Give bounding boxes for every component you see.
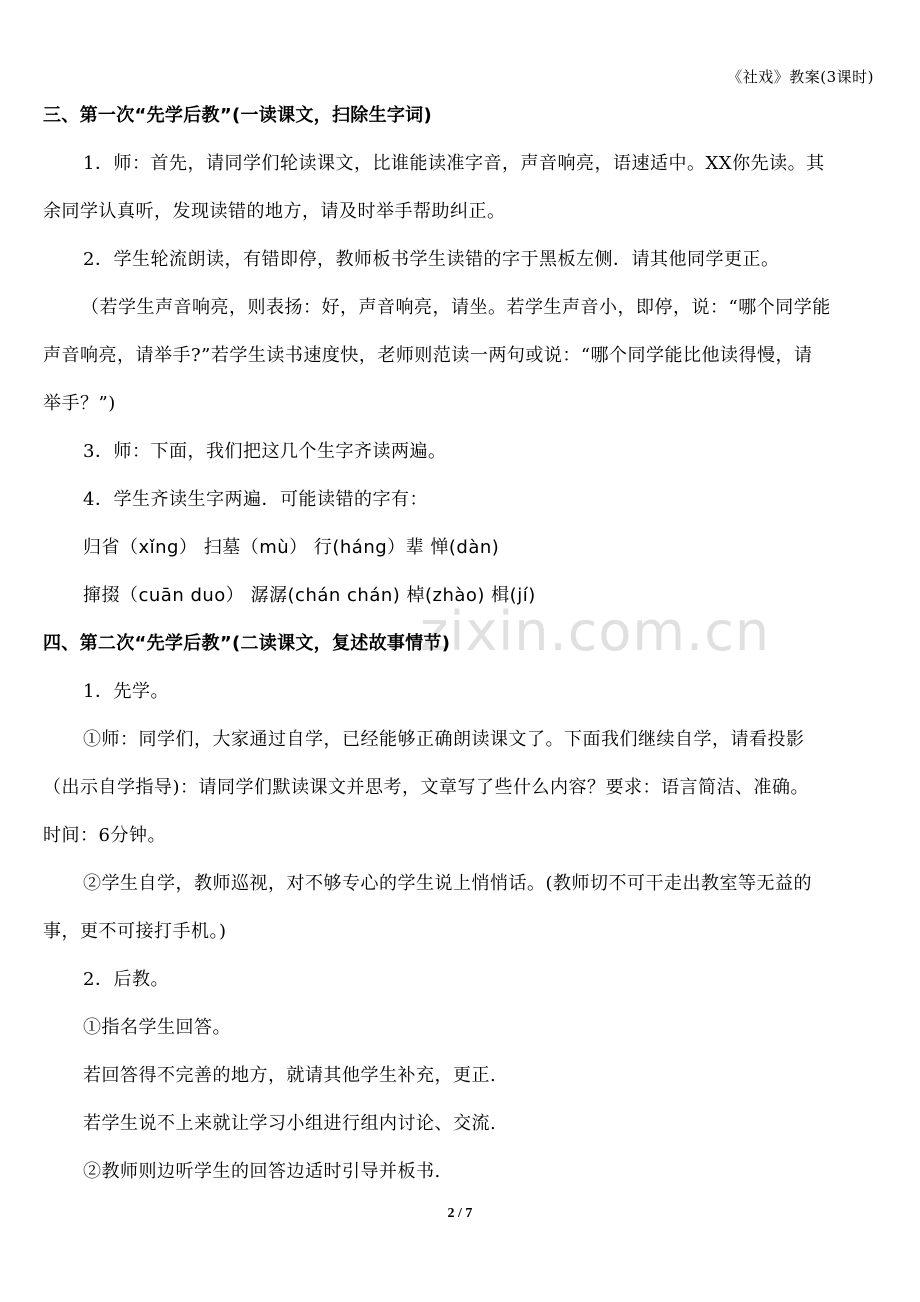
paragraph-line: ①指名学生回答。 [83, 1017, 231, 1038]
page-number: 2 / 7 [447, 1206, 473, 1221]
paragraph-line: 1．师：首先，请同学们轮读课文，比谁能读准字音，声音响亮，语速适中。XX你先读。其 [83, 153, 825, 174]
paragraph-line: 若回答得不完善的地方，就请其他学生补充，更正. [83, 1065, 497, 1086]
watermark: zixin.com.cn [420, 600, 771, 663]
paragraph-line: 2．学生轮流朗读，有错即停，教师板书学生读错的字于黑板左侧．请其他同学更正。 [83, 249, 780, 270]
paragraph-line: ②教师则边听学生的回答边适时引导并板书. [83, 1161, 441, 1182]
paragraph-line: 2．后教。 [83, 969, 169, 990]
paragraph-line: （若学生声音响亮，则表扬：好，声音响亮，请坐。若学生声音小，即停，说：“哪个同学能 [81, 297, 831, 318]
paragraph-line: ①师：同学们，大家通过自学，已经能够正确朗读课文了。下面我们继续自学，请看投影 [83, 729, 805, 750]
paragraph-line: 事，更不可接打手机。) [43, 921, 227, 942]
paragraph-line: 若学生说不上来就让学习小组进行组内讨论、交流. [83, 1113, 497, 1134]
vocabulary-line: 归省（xǐng） 扫墓（mù） 行(háng）辈 惮(dàn) [83, 537, 500, 558]
paragraph-line: （出示自学指导)：请同学们默读课文并思考，文章写了些什么内容？要求：语言简洁、准确。 [43, 777, 810, 798]
paragraph-line: ②学生自学，教师巡视，对不够专心的学生说上悄悄话。(教师切不可干走出教室等无益的 [83, 873, 813, 894]
paragraph-line: 余同学认真听，发现读错的地方，请及时举手帮助纠正。 [43, 201, 506, 222]
vocabulary-line: 撺掇（cuān duo） 潺潺(chán chán) 棹(zhào) 楫(jí) [83, 585, 536, 606]
section-heading-4: 四、第二次“先学后教”(二读课文，复述故事情节) [43, 633, 451, 654]
document-header: 《社戏》教案(3课时) [727, 68, 874, 86]
paragraph-line: 4．学生齐读生字两遍．可能读错的字有： [83, 489, 428, 510]
section-heading-3: 三、第一次“先学后教”(一读课文，扫除生字词) [43, 105, 433, 126]
paragraph-line: 时间：6分钟。 [43, 825, 166, 846]
paragraph-line: 举手？”) [43, 393, 116, 414]
paragraph-line: 1．先学。 [83, 681, 169, 702]
paragraph-line: 声音响亮，请举手?”若学生读书速度快，老师则范读一两句或说：“哪个同学能比他读得慢，请 [43, 345, 813, 366]
document-body [43, 92, 877, 1196]
paragraph-line: 3．师：下面，我们把这几个生字齐读两遍。 [83, 441, 447, 462]
